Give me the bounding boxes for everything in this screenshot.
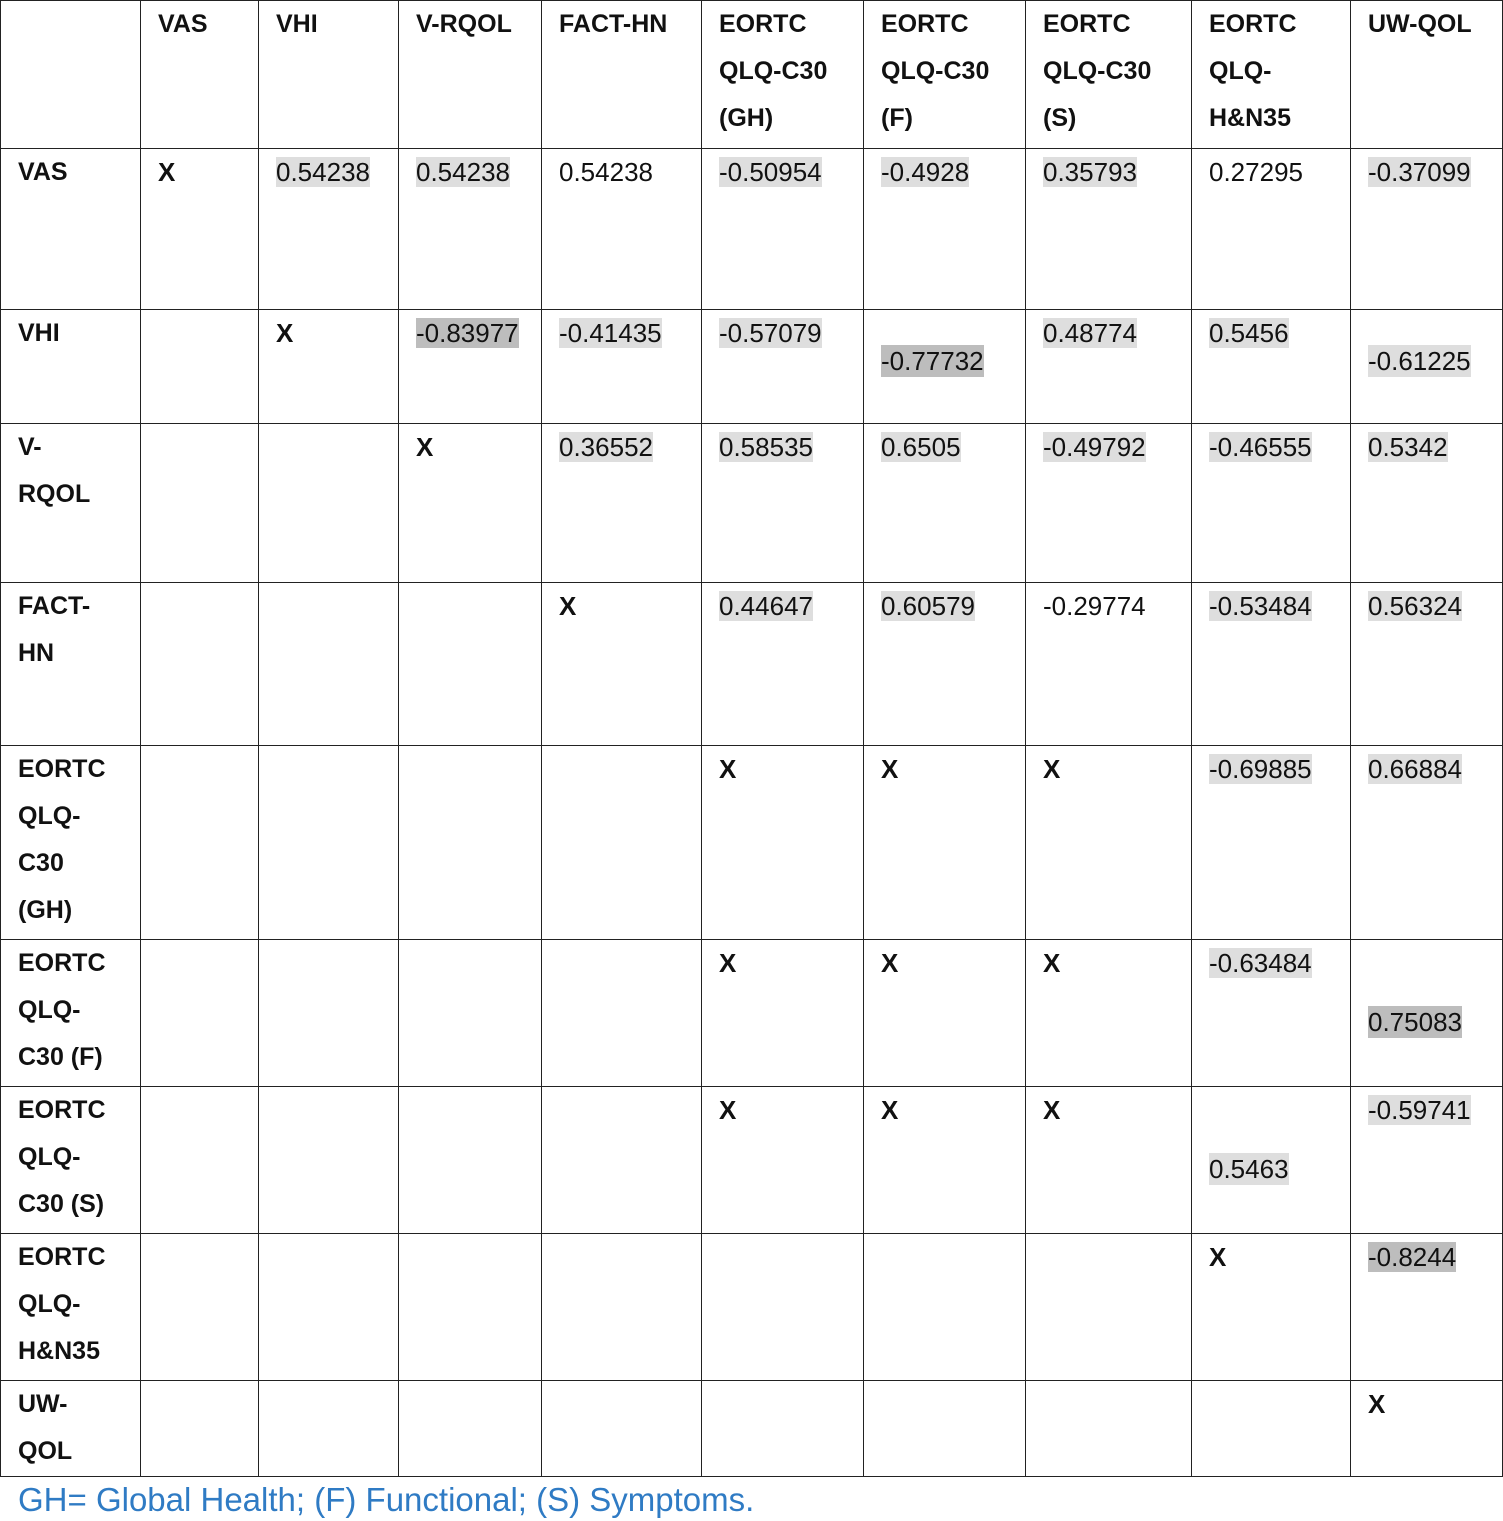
table-cell: X: [542, 583, 702, 746]
table-cell: -0.46555: [1192, 424, 1351, 583]
col-header-eortc-hn35: EORTC QLQ- H&N35: [1192, 1, 1351, 149]
table-cell: [542, 1381, 702, 1477]
row-header-eortc-c30-gh: EORTC QLQ- C30 (GH): [1, 746, 141, 940]
table-cell: 0.36552: [542, 424, 702, 583]
table-row: [1, 1234, 1503, 1381]
table-cell: 0.35793: [1026, 149, 1192, 310]
row-header-eortc-c30-s: EORTC QLQ- C30 (S): [1, 1087, 141, 1234]
table-cell: 0.5342: [1351, 424, 1503, 583]
row-header-uw-qol: UW- QOL: [1, 1381, 141, 1477]
table-cell: X: [1026, 940, 1192, 1087]
table-cell: 0.6505: [864, 424, 1026, 583]
table-cell: 0.27295: [1192, 149, 1351, 310]
table-cell: [259, 1087, 399, 1234]
col-header-uw-qol: UW-QOL: [1351, 1, 1503, 149]
table-cell: 0.54238: [542, 149, 702, 310]
table-cell: -0.83977: [399, 310, 542, 424]
table-cell: 0.54238: [399, 149, 542, 310]
table-cell: -0.69885: [1192, 746, 1351, 940]
table-cell: X: [864, 1087, 1026, 1234]
table-row: [1, 424, 1503, 583]
col-header-eortc-c30-gh: EORTC QLQ-C30 (GH): [702, 1, 864, 149]
col-header-eortc-c30-s: EORTC QLQ-C30 (S): [1026, 1, 1192, 149]
table-cell: X: [1351, 1381, 1503, 1477]
table-cell: X: [864, 746, 1026, 940]
table-cell: [141, 310, 259, 424]
table-cell: 0.5456: [1192, 310, 1351, 424]
table-cell: [399, 1087, 542, 1234]
table-cell: [542, 1234, 702, 1381]
col-header-fact-hn: FACT-HN: [542, 1, 702, 149]
table-cell: 0.58535: [702, 424, 864, 583]
table-cell: [399, 940, 542, 1087]
table-cell: [259, 1234, 399, 1381]
table-cell: [259, 583, 399, 746]
table-cell: -0.8244: [1351, 1234, 1503, 1381]
table-row: [1, 1381, 1503, 1477]
col-header-v-rqol: V-RQOL: [399, 1, 542, 149]
table-cell: -0.49792: [1026, 424, 1192, 583]
table-cell: [399, 746, 542, 940]
table-cell: X: [141, 149, 259, 310]
table-cell: -0.57079: [702, 310, 864, 424]
table-cell: [864, 1234, 1026, 1381]
table-cell: 0.5463: [1192, 1087, 1351, 1234]
table-cell: X: [864, 940, 1026, 1087]
table-cell: [1192, 1381, 1351, 1477]
table-cell: -0.61225: [1351, 310, 1503, 424]
table-cell: [141, 746, 259, 940]
table-cell: [1026, 1234, 1192, 1381]
row-header-v-rqol: V- RQOL: [1, 424, 141, 583]
table-cell: -0.37099: [1351, 149, 1503, 310]
table-cell: [702, 1381, 864, 1477]
table-cell: [141, 583, 259, 746]
table-cell: [542, 746, 702, 940]
table-cell: 0.60579: [864, 583, 1026, 746]
table-cell: [702, 1234, 864, 1381]
table-cell: [1026, 1381, 1192, 1477]
table-cell: [542, 1087, 702, 1234]
table-cell: X: [1026, 1087, 1192, 1234]
table-cell: 0.44647: [702, 583, 864, 746]
table-cell: -0.41435: [542, 310, 702, 424]
table-cell: [399, 583, 542, 746]
footnote: GH= Global Health; (F) Functional; (S) Symptoms.: [18, 1481, 755, 1518]
table-cell: [542, 940, 702, 1087]
table-cell: [141, 1087, 259, 1234]
table-cell: -0.29774: [1026, 583, 1192, 746]
table-cell: X: [399, 424, 542, 583]
table-cell: -0.4928: [864, 149, 1026, 310]
table-cell: -0.77732: [864, 310, 1026, 424]
table-cell: 0.48774: [1026, 310, 1192, 424]
table-cell: [259, 746, 399, 940]
table-cell: -0.59741: [1351, 1087, 1503, 1234]
row-header-vas: VAS: [1, 149, 141, 310]
table-row: [1, 310, 1503, 424]
table-cell: 0.56324: [1351, 583, 1503, 746]
table-cell: [259, 940, 399, 1087]
table-cell: [141, 1381, 259, 1477]
table-cell: X: [1026, 746, 1192, 940]
table-cell: [141, 940, 259, 1087]
table-cell: [141, 424, 259, 583]
table-cell: [399, 1381, 542, 1477]
table-cell: X: [702, 1087, 864, 1234]
table-cell: [399, 1234, 542, 1381]
table-cell: [259, 424, 399, 583]
table-cell: 0.66884: [1351, 746, 1503, 940]
row-header-vhi: VHI: [1, 310, 141, 424]
table-cell: -0.50954: [702, 149, 864, 310]
table-cell: X: [259, 310, 399, 424]
table-row: [1, 149, 1503, 310]
table-cell: X: [702, 940, 864, 1087]
table-cell: [259, 1381, 399, 1477]
row-header-eortc-c30-f: EORTC QLQ- C30 (F): [1, 940, 141, 1087]
row-header-eortc-hn35: EORTC QLQ- H&N35: [1, 1234, 141, 1381]
row-header-fact-hn: FACT- HN: [1, 583, 141, 746]
table-cell: [141, 1234, 259, 1381]
col-header-vhi: VHI: [259, 1, 399, 149]
table-cell: [864, 1381, 1026, 1477]
col-header-eortc-c30-f: EORTC QLQ-C30 (F): [864, 1, 1026, 149]
table-cell: -0.53484: [1192, 583, 1351, 746]
table-row: [1, 746, 1503, 940]
table-cell: 0.54238: [259, 149, 399, 310]
corner-cell: [1, 1, 141, 149]
table-row: [1, 940, 1503, 1087]
col-header-vas: VAS: [141, 1, 259, 149]
table-cell: X: [702, 746, 864, 940]
table-cell: -0.63484: [1192, 940, 1351, 1087]
table-cell: 0.75083: [1351, 940, 1503, 1087]
header-row: [1, 1, 1503, 149]
table-row: [1, 1087, 1503, 1234]
table-cell: X: [1192, 1234, 1351, 1381]
table-row: [1, 583, 1503, 746]
